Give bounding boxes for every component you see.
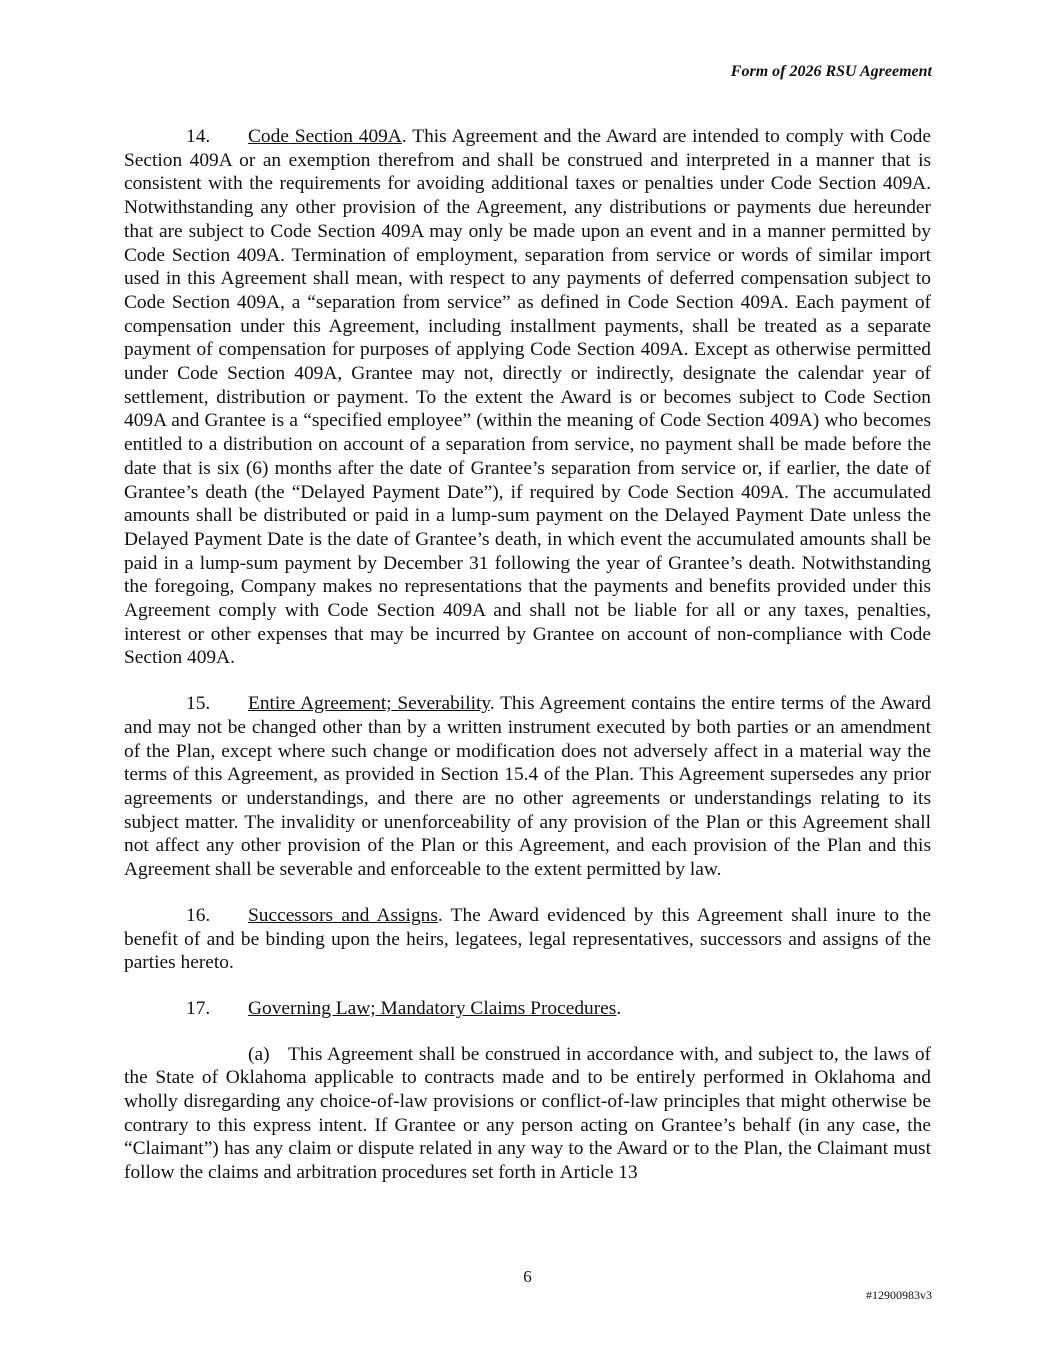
subsection-a [124,1043,931,1185]
section-heading: Code Section 409A [248,126,402,147]
section-number: 17. [186,997,211,1019]
section-number: 16. [186,904,211,926]
document-id: #12900983v3 [866,1288,932,1302]
section-number: 14. [186,126,211,147]
section-text: . This Agreement contains the entire terms of the Award and may not be changed other than by a written instrument executed by both parties or an amendment of the Plan, except where such change or modification does not adversely affect in a material way the terms of this Agreement, as provided in Section 15.4 of the Plan. This Agreement supersedes any prior agreements or understandings, and there are no other agreements or understandings relating to its subject matter. The invalidity or unenforceability of any provision of the Plan or this Agreement shall not affect any other provision of the Plan or this Agreement, and each provision of the Plan and this Agreement shall be severable and enforceable to the extent permitted by law. [124,693,931,881]
section-16 [124,904,931,975]
section-heading: Entire Agreement; Severability [248,693,490,715]
subsection-label: (a) [248,1043,270,1065]
section-17 [124,997,931,1021]
document-body [124,125,931,1207]
section-text: . This Agreement and the Award are intended to comply with Code Section 409A or an exemption therefrom and shall be construed and interpreted in a manner that is consistent with the requirements for avoiding additional taxes or penalties under Code Section 409A. Notwithstanding any other provision of the Agreement, any distributions or payments due hereunder that are subject to Code Section 409A may only be made upon an event and in a manner permitted by Code Section 409A. Termination of employment, separation from service or words of similar import used in this Agreement shall mean, with respect to any payments of deferred compensation subject to Code Section 409A, a “separation from service” as defined in Code Section 409A. Each payment of compensation under this Agreement, including installment payments, shall be treated as a separate payment of compensation for purposes of applying Code Section 409A. Except as otherwise permitted under Code Section 409A, Grantee may not, directly or indirectly, designate the calendar year of settlement, distribution or payment. To the extent the Award is or becomes subject to Code Section 409A and Grantee is a “specified employee” (within the meaning of Code Section 409A) who becomes entitled to a distribution on account of a separation from service, no payment shall be made before the date that is six (6) months after the date of Grantee’s separation from service or, if earlier, the date of Grantee’s death (the “Delayed Payment Date”), if required by Code Section 409A. The accumulated amounts shall be distributed or paid in a lump-sum payment on the Delayed Payment Date unless the Delayed Payment Date is the date of Grantee’s death, in which event the accumulated amounts shall be paid in a lump-sum payment by December 31 following the year of Grantee’s death. Notwithstanding the foregoing, Company makes no representations that the payments and benefits provided under this Agreement comply with Code Section 409A and shall not be liable for all or any taxes, penalties, interest or other expenses that may be incurred by Grantee on account of non-compliance with Code Section 409A. [124,126,931,669]
section-text: . The Award evidenced by this Agreement shall inure to the benefit of and be binding upon the heirs, legatees, legal representatives, successors and assigns of the parties hereto. [124,904,931,974]
page-number: 6 [523,1267,532,1286]
section-15 [124,692,931,882]
running-header: Form of 2026 RSU Agreement [730,63,932,80]
section-text: . [616,997,622,1019]
subsection-text: This Agreement shall be construed in accordance with, and subject to, the laws of the State of Oklahoma applicable to contracts made and to be entirely performed in Oklahoma and wholly disregarding any choice-of-law provisions or conflict-of-law principles that might otherwise be contrary to this express intent. If Grantee or any person acting on Grantee’s behalf (in any case, the “Claimant”) has any claim or dispute related in any way to the Award or to the Plan, the Claimant must follow the claims and arbitration procedures set forth in Article 13 [124,1043,931,1184]
section-heading: Governing Law; Mandatory Claims Procedures [248,997,617,1019]
section-14 [124,125,931,670]
section-number: 15. [186,693,211,715]
section-heading: Successors and Assigns [248,904,438,926]
